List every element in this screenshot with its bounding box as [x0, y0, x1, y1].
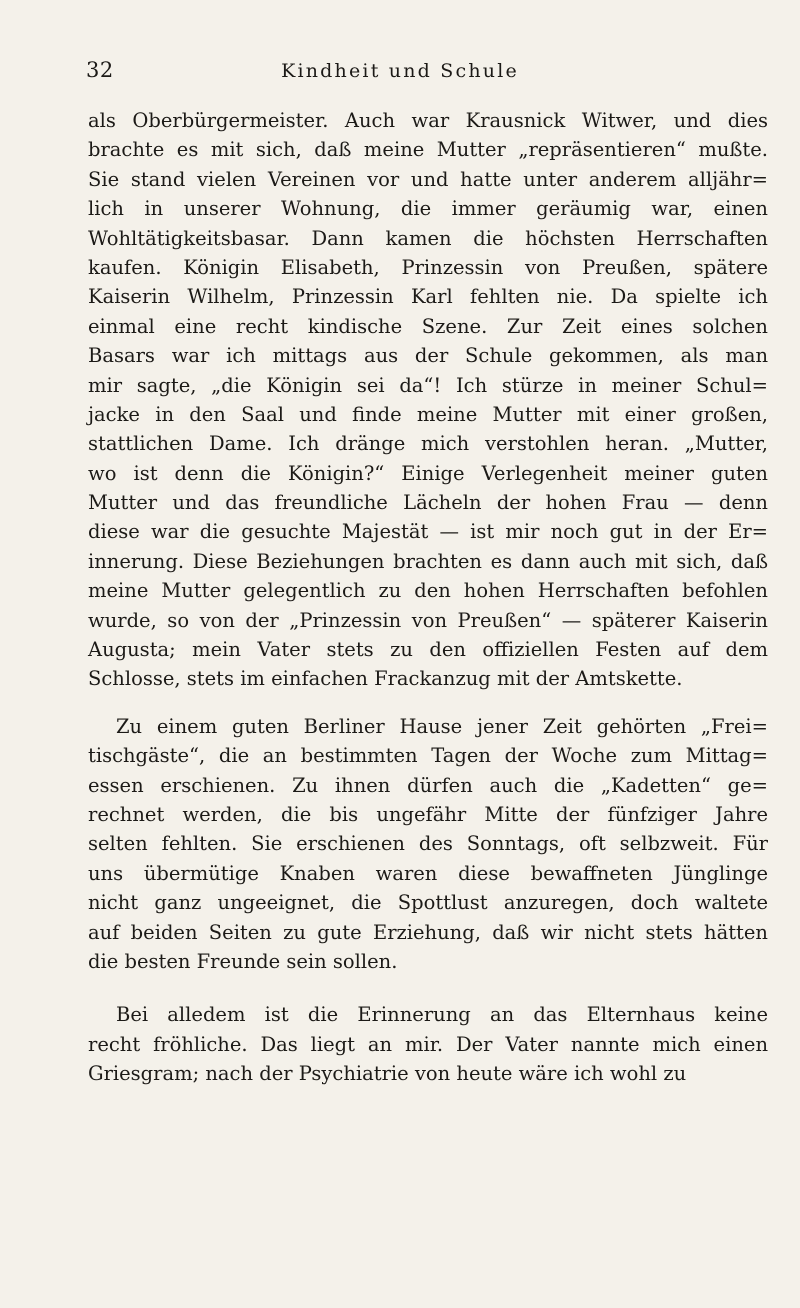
text-line: wo ist denn die Königin?“ Einige Verlegenheit meiner guten [88, 461, 768, 485]
text-line: recht fröhliche. Das liegt an mir. Der Vater nannte mich einen [88, 1032, 768, 1056]
paragraph-gap [88, 976, 768, 1000]
text-line: Basars war ich mittags aus der Schule gekommen, als man [88, 344, 768, 368]
text-line: wurde, so von der „Prinzessin von Preußen“ — späterer Kaiserin [88, 608, 768, 632]
text-line: Schlosse, stets im einfachen Frackanzug mit der Amtskette. [88, 667, 683, 691]
text-line: die besten Freunde sein sollen. [88, 949, 398, 973]
running-title: Kindheit und Schule [281, 60, 519, 82]
text-line: als Oberbürgermeister. Auch war Krausnick Witwer, und dies [88, 109, 768, 132]
text-line: Griesgram; nach der Psychiatrie von heute wäre ich wohl zu [88, 1062, 687, 1086]
text-line: stattlichen Dame. Ich dränge mich verstohlen heran. „Mutter, [88, 432, 768, 456]
text-line: rechnet werden, die bis ungefähr Mitte der fünfziger Jahre [88, 802, 768, 826]
text-line: meine Mutter gelegentlich zu den hohen Herrschaften befohlen [88, 579, 768, 603]
text-line: diese war die gesuchte Majestät — ist mir noch gut in der Er= [88, 520, 768, 544]
page-header [86, 58, 714, 88]
text-line: Augusta; mein Vater stets zu den offiziellen Festen auf dem [88, 638, 768, 662]
paragraph-3 [88, 1000, 768, 1088]
text-line: einmal eine recht kindische Szene. Zur Zeit eines solchen [88, 314, 768, 338]
text-line: innerung. Diese Beziehungen brachten es dann auch mit sich, daß [88, 549, 768, 573]
text-line: selten fehlten. Sie erschienen des Sonntags, oft selbzweit. Für [88, 832, 768, 856]
text-line: Wohltätigkeitsbasar. Dann kamen die höchsten Herrschaften [88, 226, 768, 250]
text-line: essen erschienen. Zu ihnen dürfen auch die „Kadetten“ ge= [88, 773, 768, 797]
text-line: lich in unserer Wohnung, die immer geräumig war, einen [88, 197, 768, 221]
text-line: nicht ganz ungeeignet, die Spottlust anzuregen, doch waltete [88, 891, 768, 915]
text-line: Bei alledem ist die Erinnerung an das Elternhaus keine [116, 1003, 768, 1027]
text-line: Sie stand vielen Vereinen vor und hatte unter anderem alljähr= [88, 167, 768, 191]
text-line: Zu einem guten Berliner Hause jener Zeit gehörten „Frei= [116, 714, 768, 738]
text-line: Mutter und das freundliche Lächeln der hohen Frau — denn [88, 491, 768, 515]
paragraph-2 [88, 712, 768, 977]
text-line: kaufen. Königin Elisabeth, Prinzessin von Preußen, spätere [88, 255, 768, 279]
text-line: auf beiden Seiten zu gute Erziehung, daß wir nicht stets hätten [88, 920, 768, 944]
text-line: brachte es mit sich, daß meine Mutter „repräsentieren“ mußte. [88, 138, 768, 162]
text-line: mir sagte, „die Königin sei da“! Ich stürze in meiner Schul= [88, 373, 768, 397]
page-number: 32 [86, 58, 114, 82]
text-line: jacke in den Saal und finde meine Mutter mit einer großen, [88, 402, 768, 426]
paragraph-gap [88, 694, 768, 712]
text-line: tischgäste“, die an bestimmten Tagen der Woche zum Mittag= [88, 744, 768, 768]
text-line: uns übermütige Knaben waren diese bewaffneten Jünglinge [88, 861, 768, 885]
paragraph-1 [88, 106, 768, 694]
body-text [88, 106, 768, 1089]
text-line: Kaiserin Wilhelm, Prinzessin Karl fehlten nie. Da spielte ich [88, 285, 768, 309]
